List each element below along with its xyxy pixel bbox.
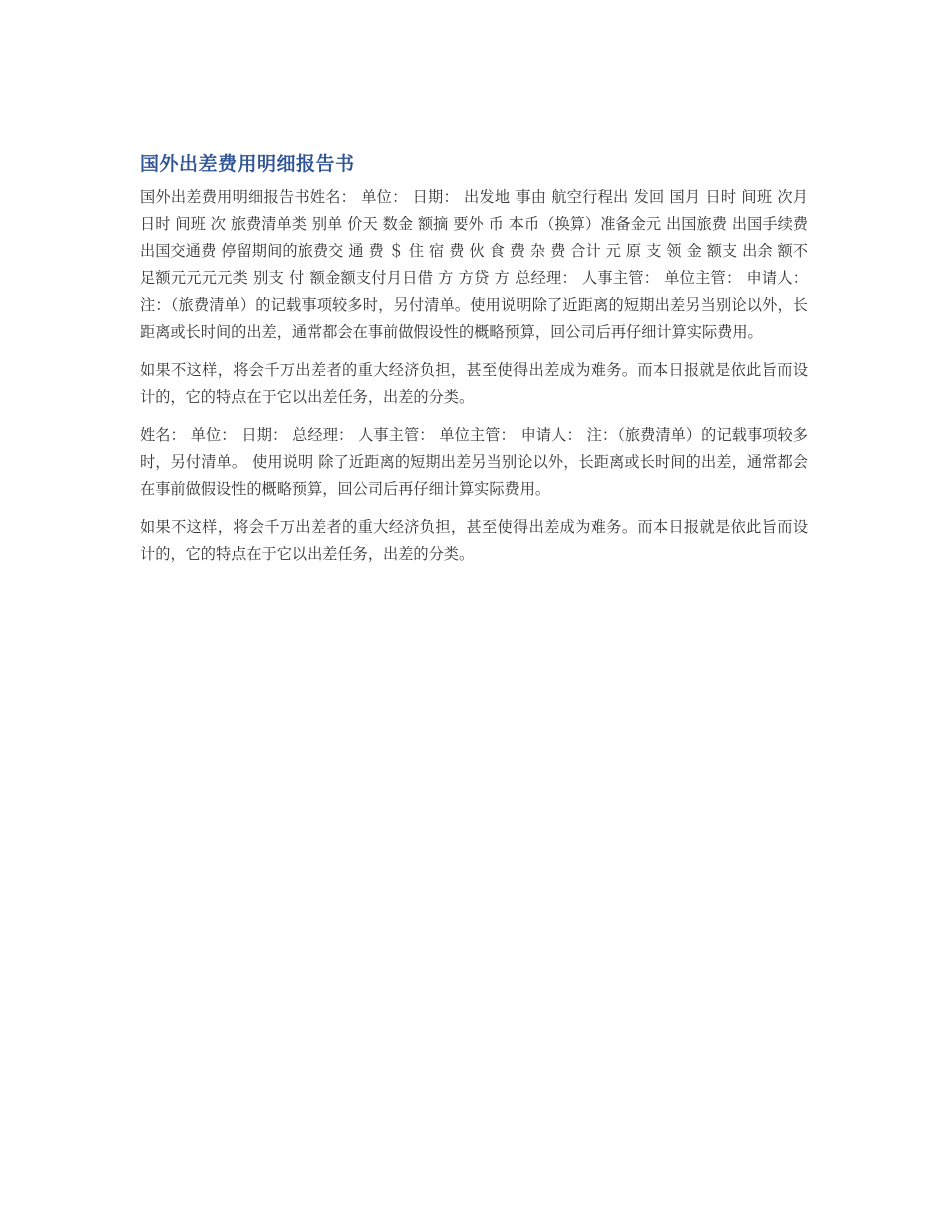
paragraph-report-body: 国外出差费用明细报告书姓名： 单位： 日期： 出发地 事由 航空行程出 发回 国月 日时 间班 次月 日时 间班 次 旅费清单类 别单 价天 数金 额摘 要外 币 本币（换算）准备金元 出国旅费 出国手续费 出国交通费 停留期间的旅费交 通 费 ＄ 住 宿 费 伙 食 费 杂 费 合计 元 原 支 领 金 额支 出余 额不 足额元元元元类 别支 付 额金额支付月日借 方 方贷 方 总经理： 人事主管： 单位主管： 申请人：注：（旅费清单）的记载事项较多时，另付清单。使用说明除了近距离的短期出差另当别论以外，长距离或长时间的出差，通常都会在事前做假设性的概略预算，回公司后再仔细计算实际费用。	[140, 188, 813, 341]
paragraph-purpose: 如果不这样，将会千万出差者的重大经济负担，甚至使得出差成为难务。而本日报就是依此旨而设计的，它的特点在于它以出差任务，出差的分类。	[140, 361, 808, 406]
paragraph-signatures-notes: 姓名： 单位： 日期： 总经理： 人事主管： 单位主管： 申请人： 注：（旅费清单）的记载事项较多时，另付清单。 使用说明 除了近距离的短期出差另当别论以外，长距离或长时间的出差，通常都会在事前做假设性的概略预算，回公司后再仔细计算实际费用。	[140, 426, 808, 498]
document-page	[140, 150, 813, 579]
paragraph-purpose-repeat: 如果不这样，将会千万出差者的重大经济负担，甚至使得出差成为难务。而本日报就是依此旨而设计的，它的特点在于它以出差任务，出差的分类。	[140, 518, 808, 563]
document-title: 国外出差费用明细报告书	[140, 153, 355, 175]
